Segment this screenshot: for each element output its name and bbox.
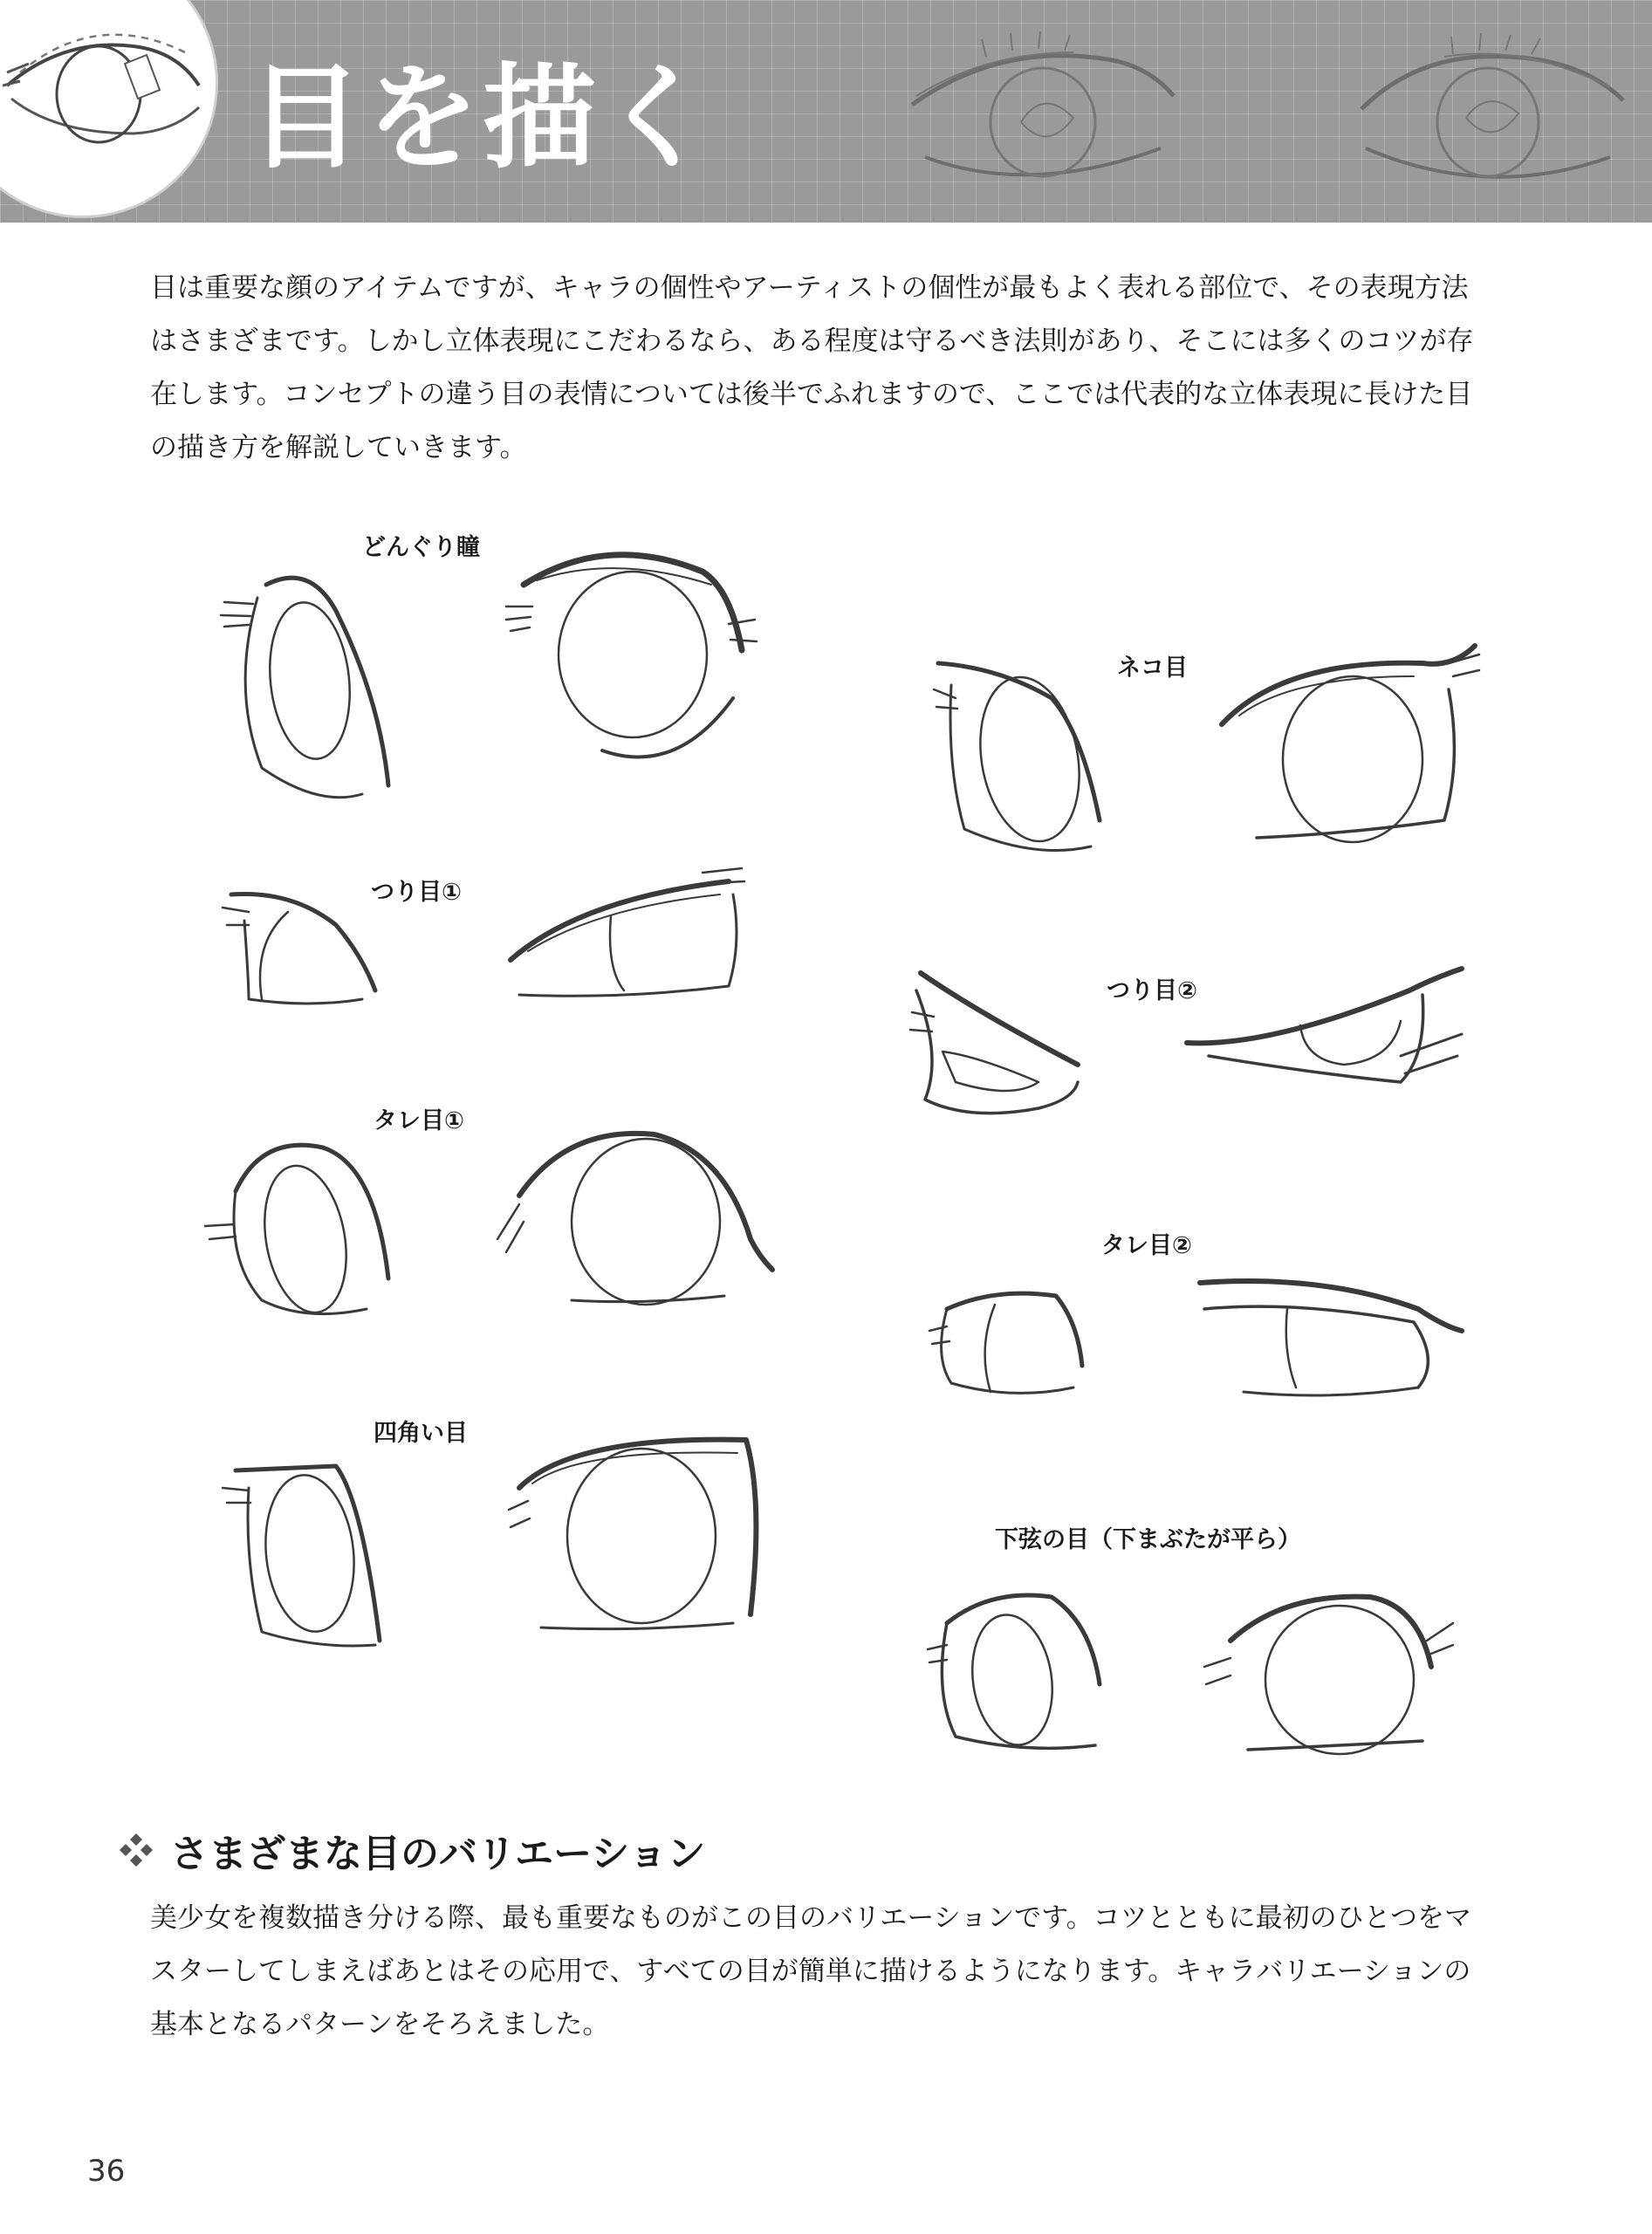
- page-title: 目を描く: [249, 51, 717, 184]
- kagen-eye-right: [1196, 1580, 1457, 1776]
- donguri-eye-left: [214, 558, 406, 812]
- section-title: さまざまな目のバリエーション: [170, 1832, 706, 1876]
- shikakui-eye-left: [214, 1440, 397, 1658]
- kagen-eye-left: [921, 1580, 1108, 1776]
- donguri-eye-right: [502, 537, 759, 781]
- section-paragraph: 美少女を複数描き分ける際、最も重要なものがこの目のバリエーションです。コツとともに最初のひとつをマスターしてしまえばあとはその応用で、すべての目が簡単に描けるようになります。キャラバリエーションの基本となるパターンをそろえました。: [150, 1902, 1472, 2040]
- label-donguri: どんぐり瞳: [362, 534, 480, 561]
- neko-eye-right: [1213, 628, 1484, 864]
- header-icon-circle: [0, 0, 218, 218]
- label-kagen: 下弦の目（下まぶたが平ら）: [995, 1526, 1301, 1553]
- decorative-eye-icon: [899, 26, 1187, 201]
- page-number: 36: [87, 2154, 126, 2189]
- shikakui-eye-right: [502, 1414, 772, 1649]
- label-shikakui: 四角い目: [374, 1420, 468, 1447]
- diamond-bullet-icon: [118, 1832, 154, 1868]
- tare-eye-2-right: [1191, 1257, 1470, 1414]
- label-tare-2: タレ目②: [1101, 1232, 1192, 1259]
- label-neko: ネコ目: [1117, 654, 1188, 682]
- neko-eye-left: [929, 646, 1113, 864]
- decorative-eye-icon: [1348, 26, 1636, 201]
- tare-eye-2-left: [925, 1270, 1091, 1409]
- tsuri-eye-1-left: [214, 877, 388, 1017]
- label-tsuri-2: つり目②: [1107, 977, 1197, 1004]
- label-tsuri-1: つり目①: [371, 879, 462, 906]
- tare-eye-1-right: [489, 1117, 777, 1318]
- tare-eye-1-left: [201, 1121, 401, 1326]
- label-tare-1: タレ目①: [374, 1107, 464, 1134]
- tsuri-eye-2-left: [908, 951, 1082, 1126]
- intro-paragraph: 目は重要な顔のアイテムですが、キャラの個性やアーティストの個性が最もよく表れる部位で、その表現方法はさまざまです。しかし立体表現にこだわるなら、ある程度は守るべき法則があり、そこには多くのコツが存在します。コンセプトの違う目の表情については後半でふれますので、ここでは代表的な立体表現に長けた目の描き方を解説していきます。: [150, 272, 1474, 463]
- eye-sketch-icon: [3, 3, 221, 186]
- section-heading: [118, 1824, 705, 1876]
- tsuri-eye-1-right: [493, 864, 755, 1012]
- tsuri-eye-2-right: [1182, 960, 1470, 1117]
